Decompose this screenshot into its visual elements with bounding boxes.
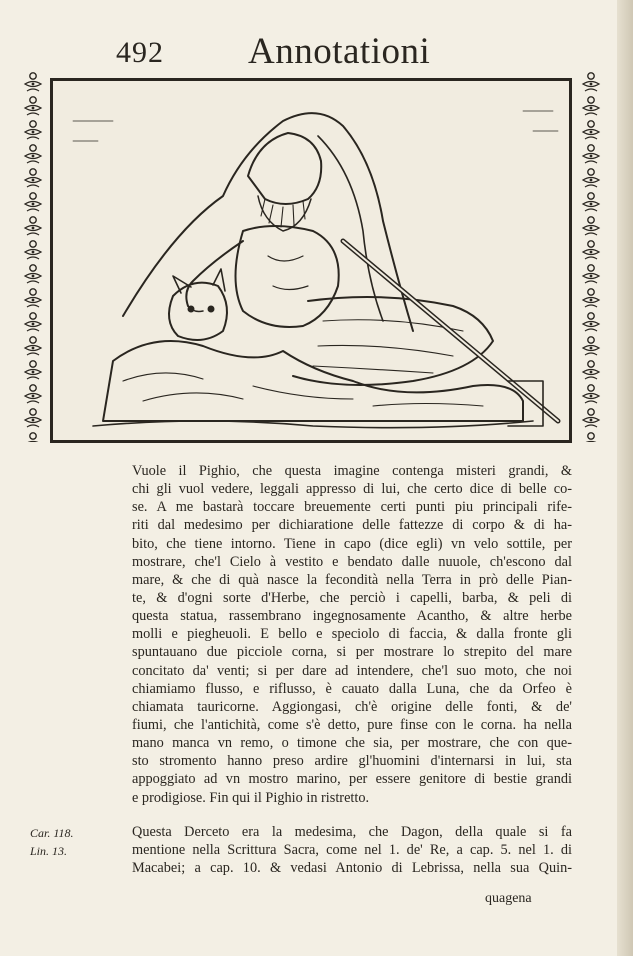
paragraph-commentary [132, 462, 572, 807]
running-title: Annotationi [248, 31, 431, 72]
text-line: chi gli vuol vedere, leggali appresso di lui, che certo dice di belle co- [132, 481, 572, 498]
page-header [0, 28, 633, 72]
river-god-woodcut-icon [53, 81, 569, 440]
margin-note-linea: Lin. 13. [30, 844, 68, 858]
ornamental-border-right [580, 70, 602, 442]
text-line: mostrare, che'l Cielo à vestito e bendato dalle nuuole, ch'escono dal [132, 553, 572, 570]
text-line: mare, & che di quà nasce la fecondità nella Terra in prò delle Pian- [132, 571, 572, 588]
text-line: fiumi, che l'antichità, come s'è detto, pure finse con le corna. ha nella [132, 716, 572, 733]
catchword: quagena [485, 891, 532, 906]
text-line: concitato da' venti; si per dare ad intendere, che'l suo moto, che noi [132, 662, 572, 679]
text-line: questa statua, rassembrano ingegnosamente Acantho, & altre herbe [132, 608, 572, 625]
woodcut-illustration [50, 78, 572, 443]
floral-border-icon [580, 70, 602, 442]
text-line: sto stromento hanno preso ardire gl'huomini d'internarsi in lui, sta [132, 753, 572, 770]
text-line: spuntauano due picciole corna, si per mostrare lo strepito del mare [132, 644, 572, 661]
text-line: molli e piegheuoli. E bello e speciolo di faccia, & dalla fronte gli [132, 626, 572, 643]
page-number: 492 [116, 36, 164, 69]
floral-border-icon [22, 70, 44, 442]
text-line: appoggiato ad vn mostro marino, per essere genitore di bestie grandi [132, 771, 572, 788]
text-line: Vuole il Pighio, che questa imagine contenga misteri grandi, & [132, 463, 572, 479]
text-line: Macabei; a cap. 10. & vedasi Antonio di Lebrissa, nella sua Quin- [132, 860, 572, 877]
ornamental-border-left [22, 70, 44, 442]
text-line: mentione nella Scrittura Sacra, come nel 1. de' Re, a cap. 5. nel 1. di [132, 842, 572, 859]
margin-note-carta: Car. 118. [30, 826, 74, 840]
text-line: riti dal medesimo per dichiaratione delle fattezze di corpo & di ha- [132, 517, 572, 534]
text-line: mano manca vn remo, o timone che sia, per mostrare, che con que- [132, 735, 572, 752]
paragraph-derceto [132, 823, 572, 877]
text-line: bito, che tiene intorno. Tiene in capo (dice egli) vn velo sottile, per [132, 535, 572, 552]
text-line: te, & d'ogni sorte d'Herbe, che perciò i capelli, barba, & peli di [132, 589, 572, 606]
text-line: chiamiamo flusso, e riflusso, è cauato dalla Luna, che da Orfeo è [132, 680, 572, 697]
page-edge-shadow [617, 0, 633, 956]
text-line: Questa Derceto era la medesima, che Dagon, della quale si fa [132, 824, 572, 840]
text-line: chiamata tauricorne. Aggiongasi, ch'è origine delle fonti, & de' [132, 698, 572, 715]
text-line: e prodigiose. Fin qui il Pighio in ristretto. [132, 789, 370, 806]
text-line: se. A me bastarà toccare breuemente certi punti piu principali rife- [132, 499, 572, 516]
